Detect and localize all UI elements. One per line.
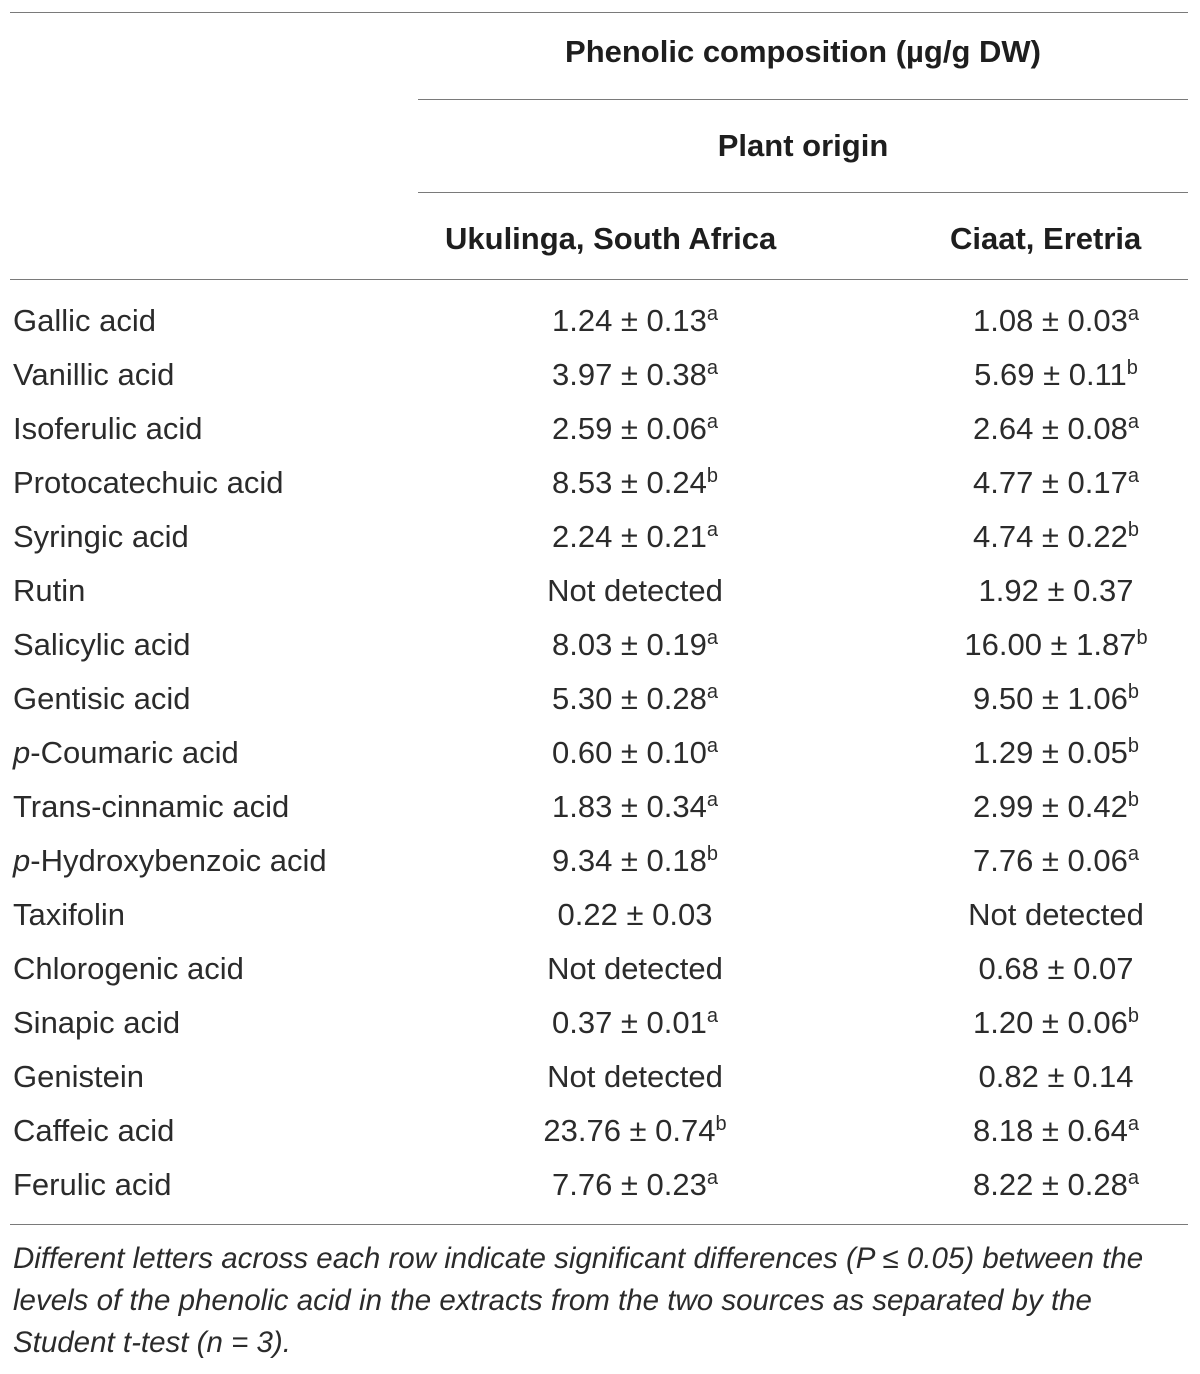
table-row: [0, 564, 1200, 618]
compound-name: [13, 564, 85, 618]
ukulinga-cell-value: Not detected: [547, 951, 723, 986]
ukulinga-cell: [510, 888, 760, 942]
ciaat-cell-significance-letter: b: [1126, 357, 1138, 379]
compound-label: -Hydroxybenzoic acid: [30, 843, 327, 878]
ukulinga-cell-value: 8.53 ± 0.24: [551, 465, 707, 500]
compound-label: Trans-cinnamic acid: [13, 789, 290, 824]
compound-name: [13, 348, 174, 402]
ukulinga-cell: [510, 996, 760, 1050]
ciaat-cell-value: 1.08 ± 0.03: [972, 303, 1128, 338]
ciaat-cell-value: 16.00 ± 1.87: [964, 627, 1137, 662]
compound-label: Chlorogenic acid: [13, 951, 244, 986]
compound-label: Syringic acid: [13, 519, 189, 554]
compound-name: [13, 780, 289, 834]
column-header-ciaat: Ciaat, Eretria: [950, 221, 1142, 256]
header-main-rule: [418, 99, 1188, 100]
ciaat-cell: [930, 402, 1182, 456]
compound-label: Ferulic acid: [13, 1167, 172, 1202]
ciaat-cell-value: 5.69 ± 0.11: [974, 357, 1127, 392]
ciaat-cell-value: 9.50 ± 1.06: [972, 681, 1128, 716]
compound-label: -Coumaric acid: [30, 735, 239, 770]
table-row: [0, 780, 1200, 834]
compound-label: Caffeic acid: [13, 1113, 175, 1148]
table-row: [0, 618, 1200, 672]
ciaat-cell-value: 2.99 ± 0.42: [972, 789, 1128, 824]
ciaat-cell: [930, 1104, 1182, 1158]
ukulinga-cell: [510, 1104, 760, 1158]
ciaat-cell-value: 1.92 ± 0.37: [978, 573, 1134, 608]
compound-name: [13, 672, 190, 726]
ukulinga-cell-value: 2.59 ± 0.06: [551, 411, 707, 446]
compound-name: [13, 996, 180, 1050]
ukulinga-cell-significance-letter: b: [706, 843, 719, 865]
compound-label: Vanillic acid: [13, 357, 175, 392]
ciaat-cell-value: 7.76 ± 0.06: [972, 843, 1128, 878]
ukulinga-cell-value: 0.22 ± 0.03: [557, 897, 713, 932]
ukulinga-cell-value: 0.37 ± 0.01: [551, 1005, 707, 1040]
ciaat-cell-value: 8.18 ± 0.64: [972, 1113, 1128, 1148]
ciaat-cell-value: 4.77 ± 0.17: [972, 465, 1128, 500]
ukulinga-cell: [510, 1158, 760, 1212]
ukulinga-cell-significance-letter: a: [706, 681, 719, 703]
ukulinga-cell: [510, 510, 760, 564]
ciaat-cell-significance-letter: b: [1127, 1005, 1140, 1027]
compound-label: Sinapic acid: [13, 1005, 181, 1040]
ukulinga-cell-significance-letter: a: [706, 411, 719, 433]
ukulinga-cell-value: 2.24 ± 0.21: [551, 519, 707, 554]
ciaat-cell-significance-letter: b: [1136, 627, 1148, 649]
compound-label: Genistein: [13, 1059, 144, 1094]
ciaat-cell-significance-letter: b: [1127, 681, 1140, 703]
ciaat-cell-significance-letter: a: [1127, 843, 1140, 865]
compound-label: Rutin: [13, 573, 86, 608]
ukulinga-cell-value: 5.30 ± 0.28: [551, 681, 707, 716]
compound-name: [13, 510, 189, 564]
ukulinga-cell-value: Not detected: [547, 573, 723, 608]
bottom-rule: [10, 1224, 1188, 1225]
compound-name: [13, 294, 156, 348]
ciaat-cell: [930, 1158, 1182, 1212]
compound-name: [13, 402, 203, 456]
ciaat-cell-significance-letter: a: [1127, 1167, 1140, 1189]
ciaat-cell-value: 8.22 ± 0.28: [972, 1167, 1128, 1202]
ciaat-cell: [930, 348, 1182, 402]
compound-name: [13, 1158, 172, 1212]
ukulinga-cell: [510, 402, 760, 456]
ukulinga-cell-value: 8.03 ± 0.19: [551, 627, 707, 662]
ukulinga-cell-value: 1.24 ± 0.13: [551, 303, 707, 338]
table-row: [0, 672, 1200, 726]
ciaat-cell: [930, 1050, 1182, 1104]
compound-name: [13, 456, 284, 510]
ukulinga-cell-significance-letter: a: [706, 735, 719, 757]
ciaat-cell-significance-letter: a: [1127, 1113, 1140, 1135]
compound-name: [13, 1104, 174, 1158]
ukulinga-cell-value: 23.76 ± 0.74: [543, 1113, 716, 1148]
ukulinga-cell: [510, 618, 760, 672]
table-row: [0, 402, 1200, 456]
ukulinga-cell-value: 0.60 ± 0.10: [551, 735, 707, 770]
compound-name: [13, 618, 190, 672]
ukulinga-cell: [510, 726, 760, 780]
compound-prefix: p: [13, 735, 31, 770]
ciaat-cell-value: 0.68 ± 0.07: [978, 951, 1134, 986]
table-row: [0, 1158, 1200, 1212]
ukulinga-cell: [510, 456, 760, 510]
header-bottom-rule: [10, 279, 1188, 280]
compound-name: [13, 888, 125, 942]
compound-prefix: p: [13, 843, 31, 878]
ukulinga-cell-value: 7.76 ± 0.23: [551, 1167, 707, 1202]
table-row: [0, 348, 1200, 402]
ciaat-cell-value: 1.29 ± 0.05: [972, 735, 1128, 770]
ciaat-cell: [930, 996, 1182, 1050]
ukulinga-cell-significance-letter: a: [706, 303, 719, 325]
ukulinga-cell-value: 1.83 ± 0.34: [551, 789, 707, 824]
compound-name: [13, 726, 239, 780]
ciaat-cell: [930, 942, 1182, 996]
ciaat-cell-value: Not detected: [968, 897, 1144, 932]
ciaat-cell: [930, 888, 1182, 942]
ukulinga-cell: [510, 942, 760, 996]
header-sub-rule: [418, 192, 1188, 193]
ukulinga-cell-value: 3.97 ± 0.38: [551, 357, 707, 392]
ciaat-cell-value: 2.64 ± 0.08: [972, 411, 1128, 446]
ukulinga-cell: [510, 1050, 760, 1104]
ciaat-cell: [930, 510, 1182, 564]
ciaat-cell-value: 1.20 ± 0.06: [972, 1005, 1128, 1040]
ciaat-cell: [930, 672, 1182, 726]
table-row: [0, 294, 1200, 348]
compound-label: Gentisic acid: [13, 681, 191, 716]
ciaat-cell-significance-letter: b: [1127, 789, 1140, 811]
ukulinga-cell: [510, 834, 760, 888]
table-row: [0, 834, 1200, 888]
ukulinga-cell: [510, 294, 760, 348]
ciaat-cell: [930, 618, 1182, 672]
table-row: [0, 888, 1200, 942]
ukulinga-cell: [510, 672, 760, 726]
ciaat-cell: [930, 564, 1182, 618]
ukulinga-cell-value: Not detected: [547, 1059, 723, 1094]
ciaat-cell: [930, 294, 1182, 348]
ciaat-cell-value: 4.74 ± 0.22: [972, 519, 1128, 554]
ukulinga-cell-significance-letter: a: [706, 1005, 719, 1027]
ukulinga-cell-significance-letter: a: [706, 789, 719, 811]
table-row: [0, 942, 1200, 996]
ciaat-cell-significance-letter: a: [1127, 465, 1140, 487]
compound-label: Gallic acid: [13, 303, 156, 338]
ukulinga-cell-significance-letter: b: [706, 465, 719, 487]
ciaat-cell: [930, 780, 1182, 834]
ukulinga-cell-significance-letter: a: [706, 357, 719, 379]
table-footnote: Different letters across each row indicate significant differences (P ≤ 0.05) between the levels of the phenolic acid in the extracts from the two sources as separated by the Student t-test (n = 3).: [13, 1242, 1144, 1359]
ukulinga-cell: [510, 564, 760, 618]
ciaat-cell-value: 0.82 ± 0.14: [978, 1059, 1134, 1094]
compound-name: [13, 942, 244, 996]
table-row: [0, 1104, 1200, 1158]
ukulinga-cell-significance-letter: a: [706, 519, 719, 541]
ciaat-cell: [930, 834, 1182, 888]
compound-label: Protocatechuic acid: [13, 465, 284, 500]
ukulinga-cell: [510, 348, 760, 402]
ciaat-cell-significance-letter: b: [1127, 519, 1140, 541]
table-row: [0, 510, 1200, 564]
header-main: Phenolic composition (µg/g DW): [565, 34, 1041, 69]
ciaat-cell-significance-letter: a: [1127, 411, 1140, 433]
ciaat-cell-significance-letter: a: [1127, 303, 1140, 325]
compound-name: [13, 1050, 144, 1104]
top-rule: [10, 12, 1188, 13]
table-row: [0, 726, 1200, 780]
ciaat-cell-significance-letter: b: [1127, 735, 1140, 757]
ukulinga-cell: [510, 780, 760, 834]
ukulinga-cell-significance-letter: a: [706, 627, 719, 649]
table-row: [0, 996, 1200, 1050]
ciaat-cell: [930, 456, 1182, 510]
table-row: [0, 1050, 1200, 1104]
column-header-ukulinga: Ukulinga, South Africa: [445, 221, 777, 256]
compound-label: Taxifolin: [13, 897, 125, 932]
ukulinga-cell-significance-letter: a: [706, 1167, 719, 1189]
compound-name: [13, 834, 327, 888]
ciaat-cell: [930, 726, 1182, 780]
compound-label: Salicylic acid: [13, 627, 191, 662]
header-sub: Plant origin: [717, 128, 889, 163]
ukulinga-cell-significance-letter: b: [715, 1113, 727, 1135]
ukulinga-cell-value: 9.34 ± 0.18: [551, 843, 707, 878]
compound-label: Isoferulic acid: [13, 411, 203, 446]
table-row: [0, 456, 1200, 510]
